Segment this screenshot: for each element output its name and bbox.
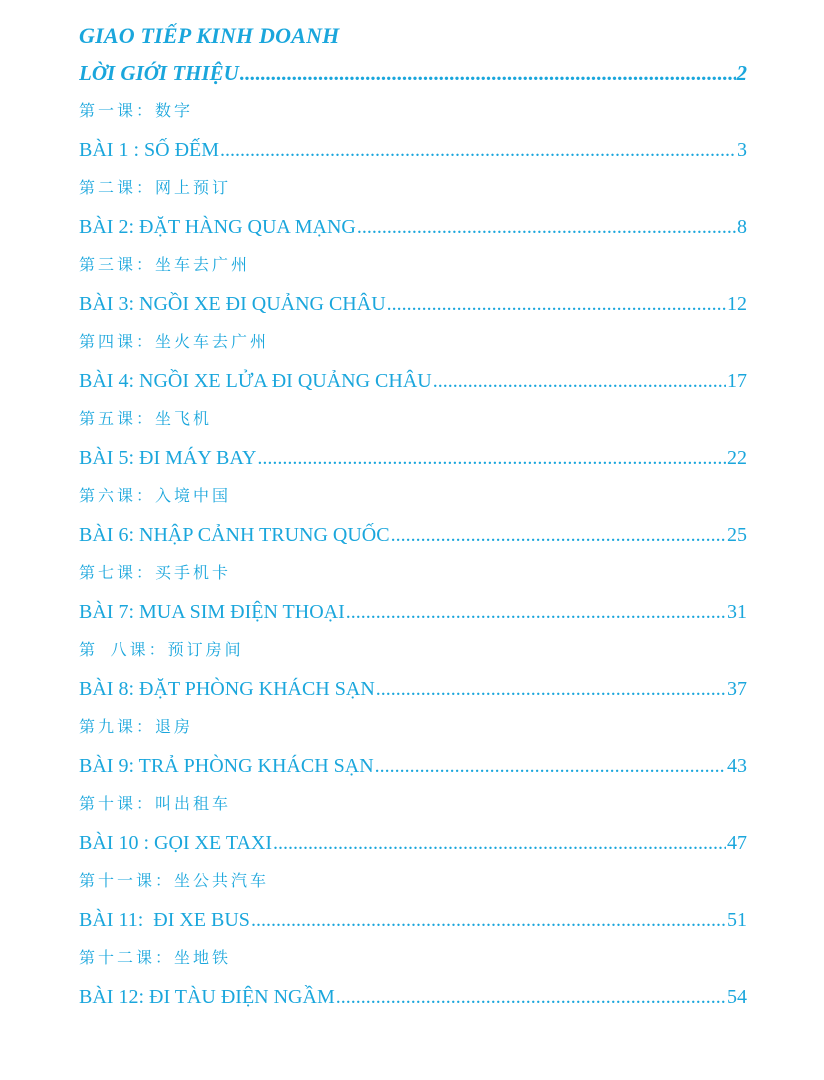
dot-leader	[220, 131, 736, 170]
toc-entry-text: BÀI 9: TRẢ PHÒNG KHÁCH SẠN	[79, 754, 374, 777]
lesson-chinese-title: 第四课：坐火车去广州	[79, 332, 270, 351]
dot-leader	[357, 208, 736, 247]
dot-leader	[346, 593, 726, 632]
toc-entry-lesson-2[interactable]	[79, 208, 747, 247]
toc-page-number: 25	[727, 523, 747, 546]
toc-entry-text: BÀI 1 : SỐ ĐẾM	[79, 138, 220, 161]
table-of-contents	[79, 18, 747, 1016]
toc-entry-text: BÀI 7: MUA SIM ĐIỆN THOẠI	[79, 600, 345, 623]
toc-entry-lesson-1[interactable]	[79, 131, 747, 170]
toc-page-number: 43	[727, 754, 747, 777]
dot-leader	[273, 824, 726, 863]
lesson-chinese-title: 第二课：网上预订	[79, 178, 232, 197]
dot-leader	[376, 670, 726, 709]
lesson-chinese-title: 第一课：数字	[79, 101, 194, 120]
dot-leader	[433, 362, 726, 401]
toc-entry-text: BÀI 10 : GỌI XE TAXI	[79, 831, 273, 854]
toc-entry-lesson-5[interactable]	[79, 439, 747, 478]
toc-page-number: 31	[727, 600, 747, 623]
lesson-chinese-title: 第 八课：预订房间	[79, 640, 244, 659]
toc-entry-text: BÀI 6: NHẬP CẢNH TRUNG QUỐC	[79, 523, 390, 546]
toc-page-number: 2	[736, 61, 747, 85]
toc-page-number: 8	[737, 215, 747, 238]
toc-page-number: 37	[727, 677, 747, 700]
lesson-chinese-title: 第五课：坐飞机	[79, 409, 213, 428]
lesson-chinese-title: 第六课：入境中国	[79, 486, 232, 505]
toc-entry-lesson-9[interactable]	[79, 747, 747, 786]
lesson-chinese-title: 第十一课：坐公共汽车	[79, 871, 270, 890]
lesson-chinese-title: 第十二课：坐地铁	[79, 948, 232, 967]
toc-entry-text: BÀI 8: ĐẶT PHÒNG KHÁCH SẠN	[79, 677, 375, 700]
toc-entry-lesson-12[interactable]	[79, 978, 747, 1017]
toc-entry-text: BÀI 4: NGỒI XE LỬA ĐI QUẢNG CHÂU	[79, 369, 432, 392]
toc-entry-lesson-4[interactable]	[79, 362, 747, 401]
toc-entry-lesson-3[interactable]	[79, 285, 747, 324]
dot-leader	[336, 978, 726, 1017]
toc-entry-intro[interactable]	[79, 54, 747, 92]
lesson-chinese-title: 第九课：退房	[79, 717, 194, 736]
toc-page-number: 51	[727, 908, 747, 931]
toc-entry-lesson-6[interactable]	[79, 516, 747, 555]
toc-entry-lesson-8[interactable]	[79, 670, 747, 709]
toc-page-number: 12	[727, 292, 747, 315]
document-title: GIAO TIẾP KINH DOANH	[79, 23, 340, 48]
dot-leader	[391, 516, 726, 555]
lesson-chinese-title: 第七课：买手机卡	[79, 563, 232, 582]
toc-entry-lesson-11[interactable]	[79, 901, 747, 940]
toc-entry-text: LỜI GIỚI THIỆU	[79, 61, 239, 85]
toc-page-number: 17	[727, 369, 747, 392]
dot-leader	[251, 901, 726, 940]
dot-leader	[257, 439, 726, 478]
toc-entry-text: BÀI 3: NGỒI XE ĐI QUẢNG CHÂU	[79, 292, 386, 315]
toc-page-number: 47	[727, 831, 747, 854]
lesson-chinese-title: 第十课：叫出租车	[79, 794, 232, 813]
dot-leader	[375, 747, 726, 786]
toc-page-number: 54	[727, 985, 747, 1008]
toc-entry-lesson-10[interactable]	[79, 824, 747, 863]
toc-entry-text: BÀI 2: ĐẶT HÀNG QUA MẠNG	[79, 215, 356, 238]
dot-leader	[240, 54, 736, 92]
toc-entry-text: BÀI 12: ĐI TÀU ĐIỆN NGẦM	[79, 985, 335, 1008]
toc-entry-text: BÀI 11: ĐI XE BUS	[79, 908, 250, 931]
toc-page-number: 3	[737, 138, 747, 161]
lesson-chinese-title: 第三课：坐车去广州	[79, 255, 251, 274]
dot-leader	[387, 285, 726, 324]
toc-entry-text: BÀI 5: ĐI MÁY BAY	[79, 446, 257, 469]
toc-page-number: 22	[727, 446, 747, 469]
toc-entry-lesson-7[interactable]	[79, 593, 747, 632]
